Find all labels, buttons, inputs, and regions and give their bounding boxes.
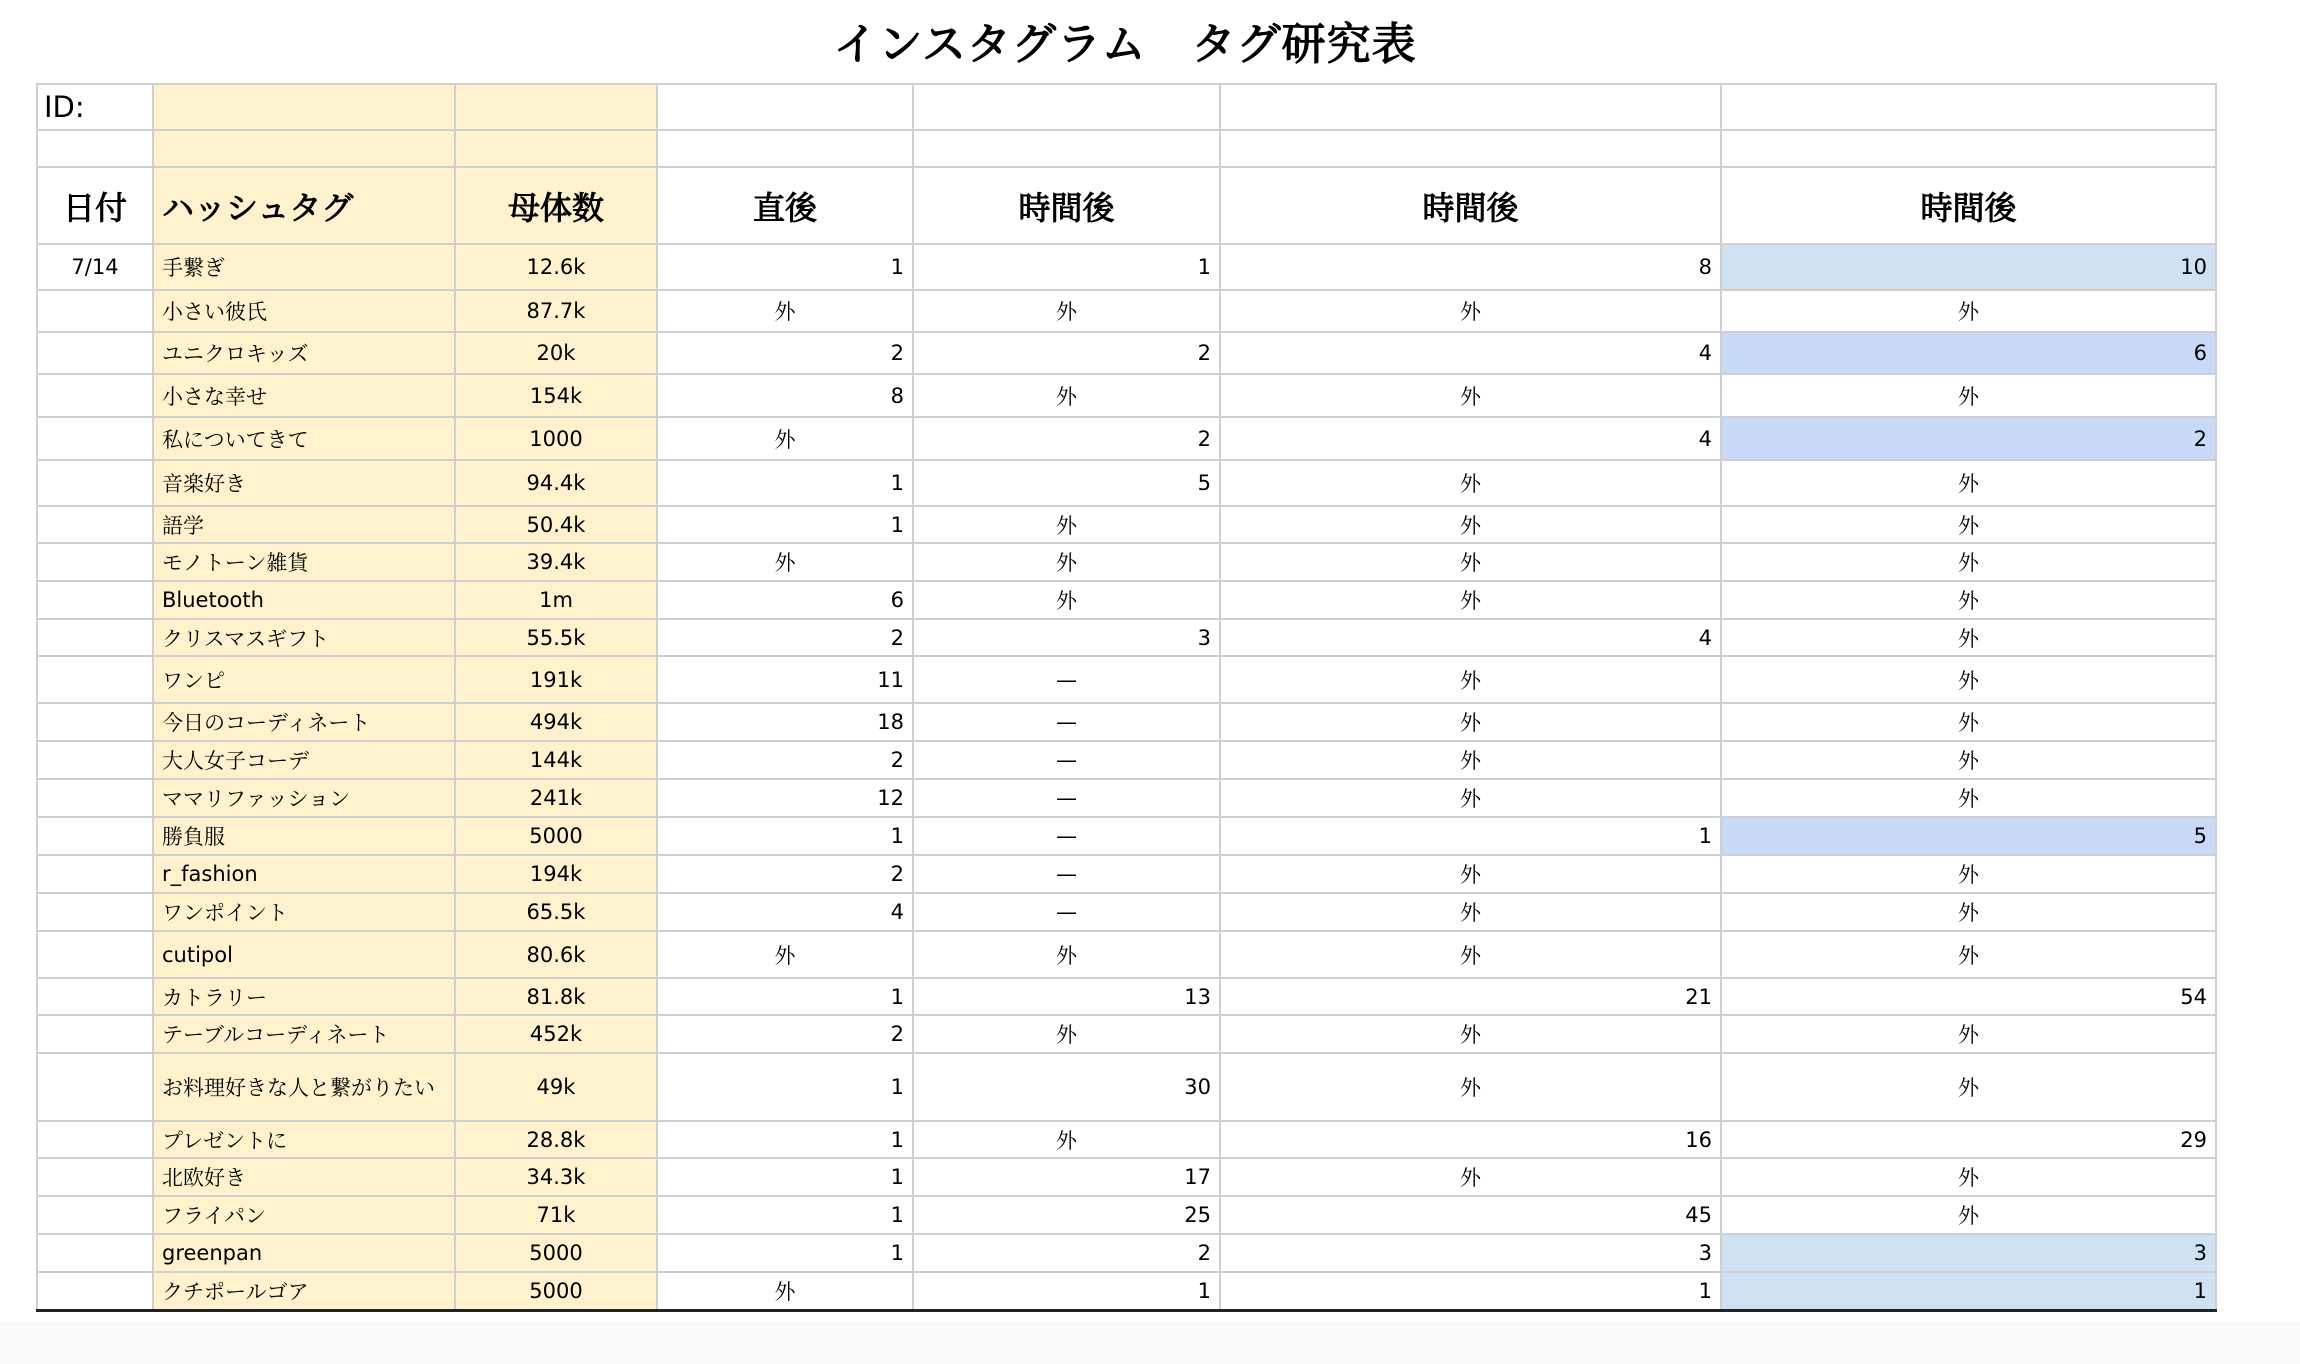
hashtag-cell[interactable]: フライパン xyxy=(153,1196,455,1234)
date-cell[interactable] xyxy=(37,931,153,978)
hours-after-1-cell[interactable]: 2 xyxy=(913,417,1220,460)
hours-after-2-cell[interactable]: 1 xyxy=(1220,1272,1721,1310)
base-count-cell[interactable]: 5000 xyxy=(455,1234,657,1272)
hours-after-2-cell[interactable]: 外 xyxy=(1220,893,1721,931)
hours-after-1-cell[interactable]: 1 xyxy=(913,1272,1220,1310)
header-hashtag[interactable]: ハッシュタグ xyxy=(153,167,455,244)
immediate-cell[interactable]: 1 xyxy=(657,1196,913,1234)
date-cell[interactable] xyxy=(37,619,153,656)
table-row xyxy=(37,779,2216,817)
cell[interactable] xyxy=(1721,130,2216,167)
base-count-cell[interactable]: 71k xyxy=(455,1196,657,1234)
table-row xyxy=(37,703,2216,741)
hours-after-2-cell[interactable]: 外 xyxy=(1220,741,1721,779)
table-row xyxy=(37,978,2216,1015)
hours-after-3-cell[interactable]: 外 xyxy=(1721,506,2216,543)
table-row xyxy=(37,1158,2216,1196)
hours-after-2-cell[interactable]: 3 xyxy=(1220,1234,1721,1272)
hashtag-cell[interactable]: プレゼントに xyxy=(153,1121,455,1158)
hours-after-3-cell[interactable]: 外 xyxy=(1721,893,2216,931)
hashtag-cell[interactable]: 小さな幸せ xyxy=(153,374,455,417)
immediate-cell[interactable]: 11 xyxy=(657,656,913,703)
header-base-count[interactable]: 母体数 xyxy=(455,167,657,244)
hours-after-1-cell[interactable]: 外 xyxy=(913,581,1220,619)
date-cell[interactable] xyxy=(37,1196,153,1234)
hours-after-2-cell[interactable]: 外 xyxy=(1220,543,1721,581)
hours-after-1-cell[interactable]: — xyxy=(913,656,1220,703)
cell[interactable] xyxy=(37,130,153,167)
cell[interactable] xyxy=(913,130,1220,167)
immediate-cell[interactable]: 1 xyxy=(657,1158,913,1196)
hours-after-1-cell[interactable]: — xyxy=(913,893,1220,931)
date-cell[interactable] xyxy=(37,893,153,931)
table-row xyxy=(37,817,2216,855)
hours-after-1-cell[interactable]: 3 xyxy=(913,619,1220,656)
hours-after-1-cell[interactable]: 5 xyxy=(913,460,1220,506)
hours-after-3-cell[interactable]: 10 xyxy=(1721,244,2216,290)
hashtag-cell[interactable]: お料理好きな人と繋がりたい xyxy=(153,1053,455,1121)
date-cell[interactable] xyxy=(37,741,153,779)
hours-after-2-cell[interactable]: 外 xyxy=(1220,374,1721,417)
hashtag-cell[interactable]: 大人女子コーデ xyxy=(153,741,455,779)
immediate-cell[interactable]: 2 xyxy=(657,855,913,893)
header-row xyxy=(37,167,2216,244)
hours-after-1-cell[interactable]: 1 xyxy=(913,244,1220,290)
hashtag-cell[interactable]: 音楽好き xyxy=(153,460,455,506)
table-row xyxy=(37,1121,2216,1158)
hours-after-3-cell[interactable]: 外 xyxy=(1721,656,2216,703)
base-count-cell[interactable]: 1000 xyxy=(455,417,657,460)
base-count-cell[interactable]: 1m xyxy=(455,581,657,619)
hashtag-cell[interactable]: Bluetooth xyxy=(153,581,455,619)
base-count-cell[interactable]: 452k xyxy=(455,1015,657,1053)
table-row xyxy=(37,460,2216,506)
hashtag-cell[interactable]: 手繋ぎ xyxy=(153,244,455,290)
header-date[interactable]: 日付 xyxy=(37,167,153,244)
date-cell[interactable] xyxy=(37,332,153,374)
hours-after-3-cell[interactable]: 外 xyxy=(1721,779,2216,817)
table-row xyxy=(37,656,2216,703)
immediate-cell[interactable]: 1 xyxy=(657,817,913,855)
header-hours-after-3[interactable]: 時間後 xyxy=(1721,167,2216,244)
date-cell[interactable] xyxy=(37,581,153,619)
base-count-cell[interactable]: 28.8k xyxy=(455,1121,657,1158)
date-cell[interactable] xyxy=(37,290,153,332)
date-cell[interactable] xyxy=(37,978,153,1015)
hours-after-2-cell[interactable]: 4 xyxy=(1220,619,1721,656)
immediate-cell[interactable]: 外 xyxy=(657,417,913,460)
cell[interactable] xyxy=(657,84,913,130)
hours-after-1-cell[interactable]: 25 xyxy=(913,1196,1220,1234)
base-count-cell[interactable]: 494k xyxy=(455,703,657,741)
hashtag-cell[interactable]: r_fashion xyxy=(153,855,455,893)
hashtag-cell[interactable]: 小さい彼氏 xyxy=(153,290,455,332)
tag-research-table xyxy=(36,83,2217,1312)
hours-after-3-cell[interactable]: 外 xyxy=(1721,855,2216,893)
hours-after-1-cell[interactable]: — xyxy=(913,741,1220,779)
immediate-cell[interactable]: 12 xyxy=(657,779,913,817)
hours-after-1-cell[interactable]: 外 xyxy=(913,1121,1220,1158)
hours-after-2-cell[interactable]: 外 xyxy=(1220,1158,1721,1196)
hashtag-cell[interactable]: 私についてきて xyxy=(153,417,455,460)
hours-after-2-cell[interactable]: 1 xyxy=(1220,817,1721,855)
cell[interactable] xyxy=(913,84,1220,130)
hashtag-cell[interactable]: 今日のコーディネート xyxy=(153,703,455,741)
hours-after-2-cell[interactable]: 外 xyxy=(1220,506,1721,543)
base-count-cell[interactable]: 12.6k xyxy=(455,244,657,290)
immediate-cell[interactable]: 外 xyxy=(657,290,913,332)
hours-after-3-cell[interactable]: 外 xyxy=(1721,543,2216,581)
date-cell[interactable] xyxy=(37,855,153,893)
hours-after-2-cell[interactable]: 21 xyxy=(1220,978,1721,1015)
hours-after-1-cell[interactable]: 外 xyxy=(913,1015,1220,1053)
immediate-cell[interactable]: 18 xyxy=(657,703,913,741)
hours-after-3-cell[interactable]: 外 xyxy=(1721,581,2216,619)
hours-after-1-cell[interactable]: 13 xyxy=(913,978,1220,1015)
header-immediate[interactable]: 直後 xyxy=(657,167,913,244)
date-cell[interactable] xyxy=(37,1272,153,1310)
hours-after-3-cell[interactable]: 外 xyxy=(1721,460,2216,506)
immediate-cell[interactable]: 1 xyxy=(657,1121,913,1158)
hashtag-cell[interactable]: 勝負服 xyxy=(153,817,455,855)
base-count-cell[interactable]: 191k xyxy=(455,656,657,703)
table-row xyxy=(37,1234,2216,1272)
hashtag-cell[interactable]: クチポールゴア xyxy=(153,1272,455,1310)
table-row xyxy=(37,1015,2216,1053)
date-cell[interactable] xyxy=(37,703,153,741)
immediate-cell[interactable]: 1 xyxy=(657,460,913,506)
hours-after-3-cell[interactable]: 3 xyxy=(1721,1234,2216,1272)
base-count-cell[interactable]: 34.3k xyxy=(455,1158,657,1196)
date-cell[interactable] xyxy=(37,1121,153,1158)
base-count-cell[interactable]: 94.4k xyxy=(455,460,657,506)
hours-after-3-cell[interactable]: 外 xyxy=(1721,1053,2216,1121)
hours-after-3-cell[interactable]: 外 xyxy=(1721,1015,2216,1053)
hashtag-cell[interactable]: 語学 xyxy=(153,506,455,543)
hours-after-1-cell[interactable]: — xyxy=(913,703,1220,741)
date-cell[interactable] xyxy=(37,779,153,817)
cell[interactable] xyxy=(455,84,657,130)
table-row xyxy=(37,543,2216,581)
table-row xyxy=(37,332,2216,374)
table-row xyxy=(37,931,2216,978)
hours-after-2-cell[interactable]: 外 xyxy=(1220,290,1721,332)
hours-after-1-cell[interactable]: 外 xyxy=(913,543,1220,581)
date-cell[interactable]: 7/14 xyxy=(37,244,153,290)
hours-after-3-cell[interactable]: 外 xyxy=(1721,1196,2216,1234)
immediate-cell[interactable]: 2 xyxy=(657,741,913,779)
base-count-cell[interactable]: 144k xyxy=(455,741,657,779)
hashtag-cell[interactable]: cutipol xyxy=(153,931,455,978)
immediate-cell[interactable]: 2 xyxy=(657,1015,913,1053)
hours-after-2-cell[interactable]: 外 xyxy=(1220,656,1721,703)
date-cell[interactable] xyxy=(37,374,153,417)
hours-after-2-cell[interactable]: 4 xyxy=(1220,417,1721,460)
date-cell[interactable] xyxy=(37,506,153,543)
hashtag-cell[interactable]: クリスマスギフト xyxy=(153,619,455,656)
hashtag-cell[interactable]: greenpan xyxy=(153,1234,455,1272)
hashtag-cell[interactable]: モノトーン雑貨 xyxy=(153,543,455,581)
cell[interactable] xyxy=(1220,84,1721,130)
date-cell[interactable] xyxy=(37,817,153,855)
hours-after-2-cell[interactable]: 外 xyxy=(1220,1015,1721,1053)
hours-after-2-cell[interactable]: 16 xyxy=(1220,1121,1721,1158)
table-row xyxy=(37,1272,2216,1310)
date-cell[interactable] xyxy=(37,1158,153,1196)
cell[interactable] xyxy=(1220,130,1721,167)
hours-after-2-cell[interactable]: 45 xyxy=(1220,1196,1721,1234)
date-cell[interactable] xyxy=(37,417,153,460)
hashtag-cell[interactable]: 北欧好き xyxy=(153,1158,455,1196)
base-count-cell[interactable]: 5000 xyxy=(455,817,657,855)
hours-after-3-cell[interactable]: 外 xyxy=(1721,1158,2216,1196)
cell[interactable] xyxy=(657,130,913,167)
hours-after-2-cell[interactable]: 外 xyxy=(1220,703,1721,741)
base-count-cell[interactable]: 49k xyxy=(455,1053,657,1121)
immediate-cell[interactable]: 1 xyxy=(657,1053,913,1121)
date-cell[interactable] xyxy=(37,1234,153,1272)
cell[interactable] xyxy=(153,130,455,167)
immediate-cell[interactable]: 1 xyxy=(657,1234,913,1272)
base-count-cell[interactable]: 80.6k xyxy=(455,931,657,978)
hours-after-1-cell[interactable]: 17 xyxy=(913,1158,1220,1196)
hours-after-3-cell[interactable]: 外 xyxy=(1721,374,2216,417)
blank-row xyxy=(37,130,2216,167)
immediate-cell[interactable]: 6 xyxy=(657,581,913,619)
base-count-cell[interactable]: 241k xyxy=(455,779,657,817)
date-cell[interactable] xyxy=(37,460,153,506)
immediate-cell[interactable]: 4 xyxy=(657,893,913,931)
base-count-cell[interactable]: 87.7k xyxy=(455,290,657,332)
date-cell[interactable] xyxy=(37,1053,153,1121)
hashtag-cell[interactable]: ワンポイント xyxy=(153,893,455,931)
date-cell[interactable] xyxy=(37,656,153,703)
table-row xyxy=(37,290,2216,332)
hours-after-3-cell[interactable]: 外 xyxy=(1721,741,2216,779)
base-count-cell[interactable]: 154k xyxy=(455,374,657,417)
table-row xyxy=(37,506,2216,543)
hours-after-2-cell[interactable]: 8 xyxy=(1220,244,1721,290)
table-row xyxy=(37,893,2216,931)
table-row xyxy=(37,1053,2216,1121)
base-count-cell[interactable]: 20k xyxy=(455,332,657,374)
base-count-cell[interactable]: 55.5k xyxy=(455,619,657,656)
immediate-cell[interactable]: 外 xyxy=(657,1272,913,1310)
hours-after-3-cell[interactable]: 外 xyxy=(1721,290,2216,332)
immediate-cell[interactable]: 1 xyxy=(657,506,913,543)
cell[interactable] xyxy=(455,130,657,167)
base-count-cell[interactable]: 5000 xyxy=(455,1272,657,1310)
hours-after-1-cell[interactable]: 外 xyxy=(913,374,1220,417)
hours-after-1-cell[interactable]: — xyxy=(913,817,1220,855)
base-count-cell[interactable]: 81.8k xyxy=(455,978,657,1015)
date-cell[interactable] xyxy=(37,1015,153,1053)
immediate-cell[interactable]: 8 xyxy=(657,374,913,417)
hours-after-2-cell[interactable]: 外 xyxy=(1220,931,1721,978)
table-row xyxy=(37,855,2216,893)
hashtag-cell[interactable]: ユニクロキッズ xyxy=(153,332,455,374)
hours-after-2-cell[interactable]: 外 xyxy=(1220,855,1721,893)
immediate-cell[interactable]: 2 xyxy=(657,619,913,656)
hours-after-2-cell[interactable]: 外 xyxy=(1220,1053,1721,1121)
hashtag-cell[interactable]: カトラリー xyxy=(153,978,455,1015)
table-row xyxy=(37,244,2216,290)
hashtag-cell[interactable]: テーブルコーディネート xyxy=(153,1015,455,1053)
hashtag-cell[interactable]: ママリファッション xyxy=(153,779,455,817)
table-row xyxy=(37,741,2216,779)
sheet-title: インスタグラム タグ研究表 xyxy=(833,19,1417,70)
base-count-cell[interactable]: 65.5k xyxy=(455,893,657,931)
hours-after-1-cell[interactable]: 30 xyxy=(913,1053,1220,1121)
hours-after-1-cell[interactable]: 外 xyxy=(913,931,1220,978)
hours-after-1-cell[interactable]: 2 xyxy=(913,332,1220,374)
hours-after-3-cell[interactable]: 6 xyxy=(1721,332,2216,374)
base-count-cell[interactable]: 39.4k xyxy=(455,543,657,581)
table-row xyxy=(37,581,2216,619)
hours-after-2-cell[interactable]: 外 xyxy=(1220,581,1721,619)
hours-after-3-cell[interactable]: 29 xyxy=(1721,1121,2216,1158)
hours-after-3-cell[interactable]: 外 xyxy=(1721,931,2216,978)
hours-after-3-cell[interactable]: 外 xyxy=(1721,619,2216,656)
immediate-cell[interactable]: 1 xyxy=(657,978,913,1015)
hours-after-2-cell[interactable]: 外 xyxy=(1220,779,1721,817)
hours-after-1-cell[interactable]: 外 xyxy=(913,506,1220,543)
hours-after-3-cell[interactable]: 2 xyxy=(1721,417,2216,460)
id-value-cell[interactable] xyxy=(153,84,455,130)
immediate-cell[interactable]: 1 xyxy=(657,244,913,290)
base-count-cell[interactable]: 50.4k xyxy=(455,506,657,543)
hours-after-2-cell[interactable]: 外 xyxy=(1220,460,1721,506)
table-row xyxy=(37,374,2216,417)
hours-after-3-cell[interactable]: 外 xyxy=(1721,703,2216,741)
table-row xyxy=(37,1196,2216,1234)
hours-after-3-cell[interactable]: 5 xyxy=(1721,817,2216,855)
table-row xyxy=(37,619,2216,656)
date-cell[interactable] xyxy=(37,543,153,581)
hours-after-3-cell[interactable]: 54 xyxy=(1721,978,2216,1015)
cell[interactable] xyxy=(1721,84,2216,130)
hours-after-1-cell[interactable]: 2 xyxy=(913,1234,1220,1272)
immediate-cell[interactable]: 外 xyxy=(657,543,913,581)
header-hours-after-1[interactable]: 時間後 xyxy=(913,167,1220,244)
hours-after-3-cell[interactable]: 1 xyxy=(1721,1272,2216,1310)
hours-after-1-cell[interactable]: — xyxy=(913,779,1220,817)
hashtag-cell[interactable]: ワンピ xyxy=(153,656,455,703)
immediate-cell[interactable]: 2 xyxy=(657,332,913,374)
hours-after-1-cell[interactable]: 外 xyxy=(913,290,1220,332)
id-label-cell[interactable]: ID: xyxy=(37,84,153,130)
hours-after-1-cell[interactable]: — xyxy=(913,855,1220,893)
header-hours-after-2[interactable]: 時間後 xyxy=(1220,167,1721,244)
hours-after-2-cell[interactable]: 4 xyxy=(1220,332,1721,374)
immediate-cell[interactable]: 外 xyxy=(657,931,913,978)
table-row xyxy=(37,417,2216,460)
id-row xyxy=(37,84,2216,130)
base-count-cell[interactable]: 194k xyxy=(455,855,657,893)
